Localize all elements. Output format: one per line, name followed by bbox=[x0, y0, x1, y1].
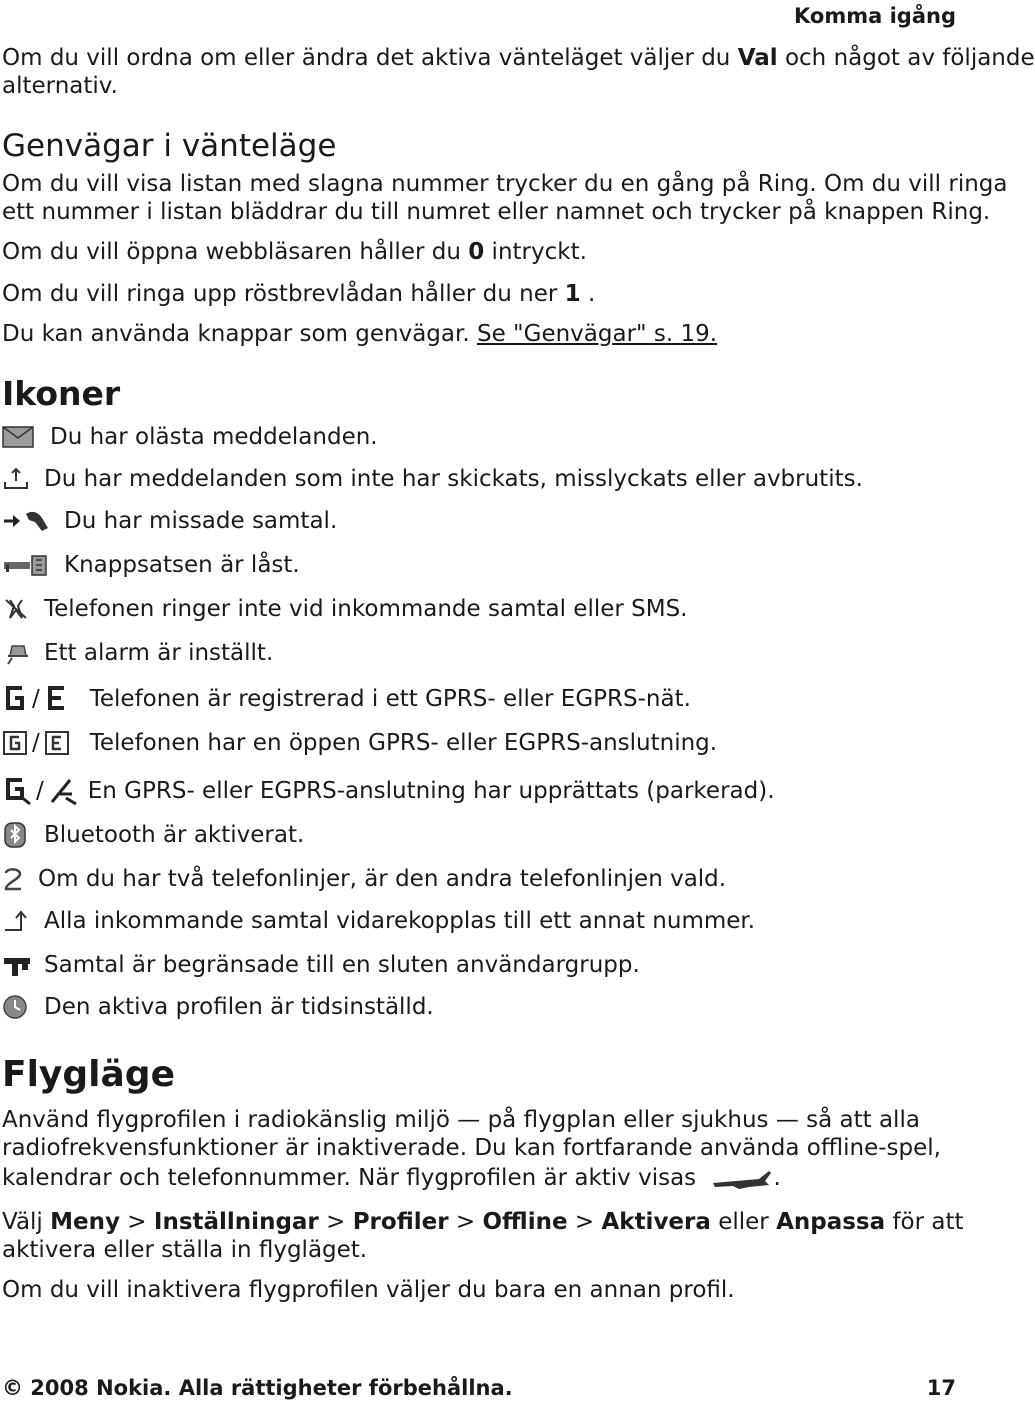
val-menu-term: Val bbox=[737, 45, 778, 71]
icons-heading: Ikoner bbox=[2, 374, 121, 413]
flight-p2-line1: Välj Meny > Inställningar > Profiler > Offline > Aktivera eller Anpassa för att bbox=[2, 1209, 964, 1235]
silent-icon bbox=[2, 596, 30, 622]
menu-path-aktivera: Aktivera bbox=[601, 1209, 711, 1235]
outbox-icon bbox=[2, 466, 30, 492]
flight-p1-line3: kalendrar och telefonnummer. När flygprofilen är aktiv visas . bbox=[2, 1165, 781, 1191]
menu-path-offline: Offline bbox=[482, 1209, 568, 1235]
menu-path-installningar: Inställningar bbox=[153, 1209, 319, 1235]
flight-p3: Om du vill inaktivera flygprofilen väljer du bara en annan profil. bbox=[2, 1277, 735, 1303]
icon-list-item: Alla inkommande samtal vidarekopplas till ett annat nummer. bbox=[2, 904, 755, 938]
shortcuts-p3: Om du vill ringa upp röstbrevlådan håller du ner 1 . bbox=[2, 281, 596, 307]
bluetooth-icon bbox=[2, 821, 30, 849]
shortcuts-p1-line2: ett nummer i listan bläddrar du till numret eller namnet och trycker på knappen Ring. bbox=[2, 199, 991, 225]
icon-list-item: Du har missade samtal. bbox=[2, 504, 337, 538]
icon-list-item: / Telefonen är registrerad i ett GPRS- eller EGPRS-nät. bbox=[2, 682, 691, 716]
icon-list-item: / En GPRS- eller EGPRS-anslutning har upprättats (parkerad). bbox=[2, 774, 775, 808]
shortcuts-heading: Genvägar i vänteläge bbox=[2, 128, 337, 164]
gprs-registered-icon bbox=[2, 684, 28, 714]
flight-p1-line1: Använd flygprofilen i radiokänslig miljö — på flygplan eller sjukhus — så att alla bbox=[2, 1107, 920, 1133]
icon-list-item: / Telefonen har en öppen GPRS- eller EGPRS-anslutning. bbox=[2, 726, 717, 760]
running-header: Komma igång bbox=[794, 4, 956, 28]
line-two-icon bbox=[2, 865, 26, 893]
egprs-registered-icon bbox=[44, 684, 70, 714]
intro-line-1: Om du vill ordna om eller ändra det aktiva vänteläget väljer du Val och något av följande bbox=[2, 45, 1035, 71]
timed-profile-icon bbox=[2, 993, 30, 1021]
intro-line-2: alternativ. bbox=[2, 73, 118, 99]
icon-list-item: Samtal är begränsade till en sluten användargrupp. bbox=[2, 948, 640, 982]
copyright: © 2008 Nokia. Alla rättigheter förbehållna. bbox=[2, 1376, 513, 1400]
gprs-parked-icon bbox=[2, 776, 32, 806]
icon-list-item: Den aktiva profilen är tidsinställd. bbox=[2, 990, 434, 1024]
menu-path-meny: Meny bbox=[50, 1209, 120, 1235]
keypad-lock-icon bbox=[2, 552, 50, 578]
flight-heading: Flygläge bbox=[2, 1054, 175, 1095]
flight-p1-line2: radiofrekvensfunktioner är inaktiverade. Du kan fortfarande använda offline-spel, bbox=[2, 1135, 941, 1161]
flight-p2-line2: aktivera eller ställa in flygläget. bbox=[2, 1237, 368, 1263]
page-number: 17 bbox=[926, 1376, 956, 1400]
menu-path-profiler: Profiler bbox=[352, 1209, 449, 1235]
icon-list-item: Telefonen ringer inte vid inkommande samtal eller SMS. bbox=[2, 592, 688, 626]
egprs-open-icon bbox=[44, 730, 70, 756]
shortcuts-p2: Om du vill öppna webbläsaren håller du 0 intryckt. bbox=[2, 239, 587, 265]
gprs-open-icon bbox=[2, 730, 28, 756]
envelope-icon bbox=[2, 424, 36, 450]
menu-path-anpassa: Anpassa bbox=[776, 1209, 886, 1235]
icon-list-item: Om du har två telefonlinjer, är den andra telefonlinjen vald. bbox=[2, 862, 726, 896]
shortcuts-p4: Du kan använda knappar som genvägar. Se "Genvägar" s. 19. bbox=[2, 321, 718, 347]
shortcuts-p1-line1: Om du vill visa listan med slagna nummer trycker du en gång på Ring. Om du vill ringa bbox=[2, 171, 1008, 197]
alarm-icon bbox=[2, 640, 30, 666]
icon-list-item: Bluetooth är aktiverat. bbox=[2, 818, 304, 852]
egprs-parked-icon bbox=[48, 776, 78, 806]
call-divert-icon bbox=[2, 908, 30, 934]
icon-list-item: Du har meddelanden som inte har skickats, misslyckats eller avbrutits. bbox=[2, 462, 863, 496]
icon-list-item: Ett alarm är inställt. bbox=[2, 636, 273, 670]
genvagar-link[interactable]: Se "Genvägar" s. 19. bbox=[476, 321, 718, 347]
closed-group-icon bbox=[2, 952, 32, 978]
airplane-icon bbox=[709, 1167, 773, 1191]
icon-list-item: Knappsatsen är låst. bbox=[2, 548, 300, 582]
missed-call-icon bbox=[2, 508, 50, 534]
icon-list-item: Du har olästa meddelanden. bbox=[2, 420, 378, 454]
